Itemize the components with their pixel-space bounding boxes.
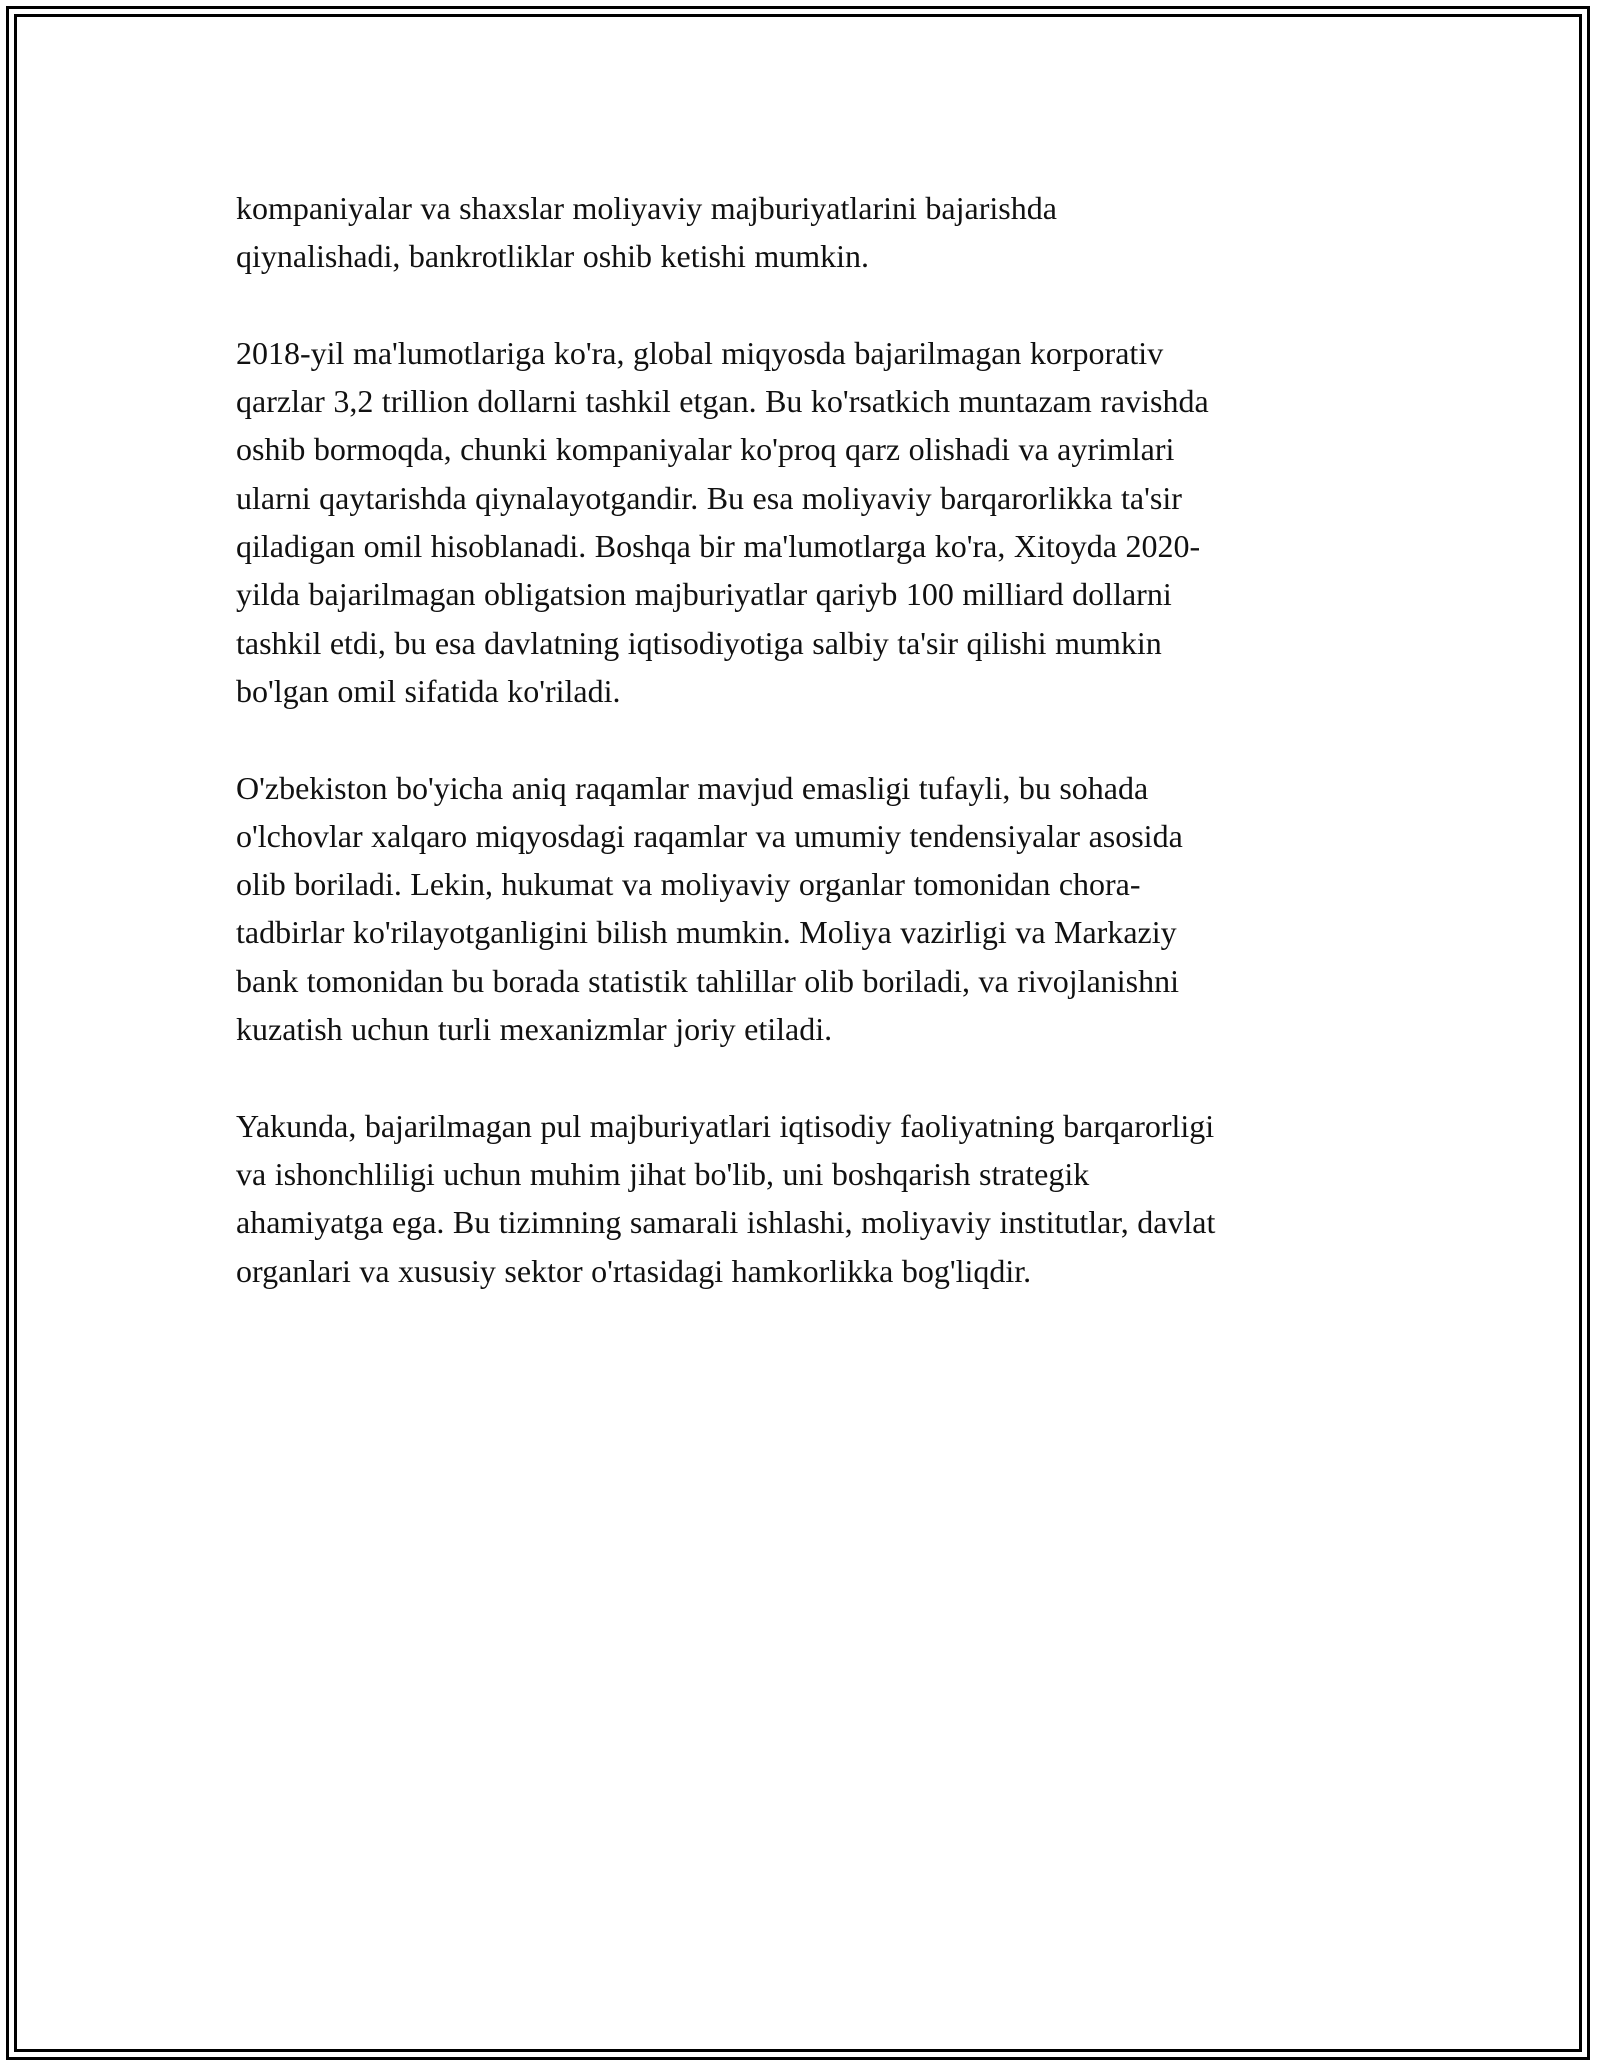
text-line: organlari va xususiy sektor o'rtasidagi hamkorlikka bog'liqdir. bbox=[236, 1252, 1032, 1289]
text-line: 2018-yil ma'lumotlariga ko'ra, global miqyosda bajarilmagan korporativ bbox=[236, 334, 1164, 371]
text-line: oshib bormoqda, chunki kompaniyalar ko'proq qarz olishadi va ayrimlari bbox=[236, 431, 1175, 468]
text-line: va ishonchliligi uchun muhim jihat bo'lib, uni boshqarish strategik bbox=[236, 1155, 1090, 1192]
text-line: tashkil etdi, bu esa davlatning iqtisodiyotiga salbiy ta'sir qilishi mumkin bbox=[236, 624, 1162, 661]
text-line: kuzatish uchun turli mexanizmlar joriy etiladi. bbox=[236, 1011, 833, 1048]
text-line: bank tomonidan bu borada statistik tahlillar olib boriladi, va rivojlanishni bbox=[236, 962, 1179, 999]
text-line: qiladigan omil hisoblanadi. Boshqa bir ma'lumotlarga ko'ra, Xitoyda 2020- bbox=[236, 528, 1201, 565]
paragraph-2 bbox=[236, 329, 1366, 715]
text-line: olib boriladi. Lekin, hukumat va moliyaviy organlar tomonidan chora- bbox=[236, 866, 1141, 903]
text-line: tadbirlar ko'rilayotganligini bilish mumkin. Moliya vazirligi va Markaziy bbox=[236, 914, 1177, 951]
paragraph-4 bbox=[236, 1102, 1366, 1295]
text-line: o'lchovlar xalqaro miqyosdagi raqamlar va umumiy tendensiyalar asosida bbox=[236, 817, 1183, 854]
text-line: kompaniyalar va shaxslar moliyaviy majburiyatlarini bajarishda bbox=[236, 190, 1057, 226]
text-line: qiynalishadi, bankrotliklar oshib ketishi mumkin. bbox=[236, 238, 870, 275]
text-line: bo'lgan omil sifatida ko'riladi. bbox=[236, 672, 621, 709]
paragraph-3 bbox=[236, 764, 1366, 1054]
text-line: yilda bajarilmagan obligatsion majburiyatlar qariyb 100 milliard dollarni bbox=[236, 576, 1172, 613]
text-line: ularni qaytarishda qiynalayotgandir. Bu esa moliyaviy barqarorlikka ta'sir bbox=[236, 479, 1182, 516]
text-line: qarzlar 3,2 trillion dollarni tashkil etgan. Bu ko'rsatkich muntazam ravishda bbox=[236, 383, 1209, 420]
text-line: Yakunda, bajarilmagan pul majburiyatlari iqtisodiy faoliyatning barqarorligi bbox=[236, 1107, 1215, 1144]
text-line: ahamiyatga ega. Bu tizimning samarali ishlashi, moliyaviy institutlar, davlat bbox=[236, 1204, 1216, 1241]
text-line: O'zbekiston bo'yicha aniq raqamlar mavjud emasligi tufayli, bu sohada bbox=[236, 769, 1149, 806]
document-body bbox=[236, 184, 1366, 1343]
paragraph-1 bbox=[236, 184, 1366, 281]
